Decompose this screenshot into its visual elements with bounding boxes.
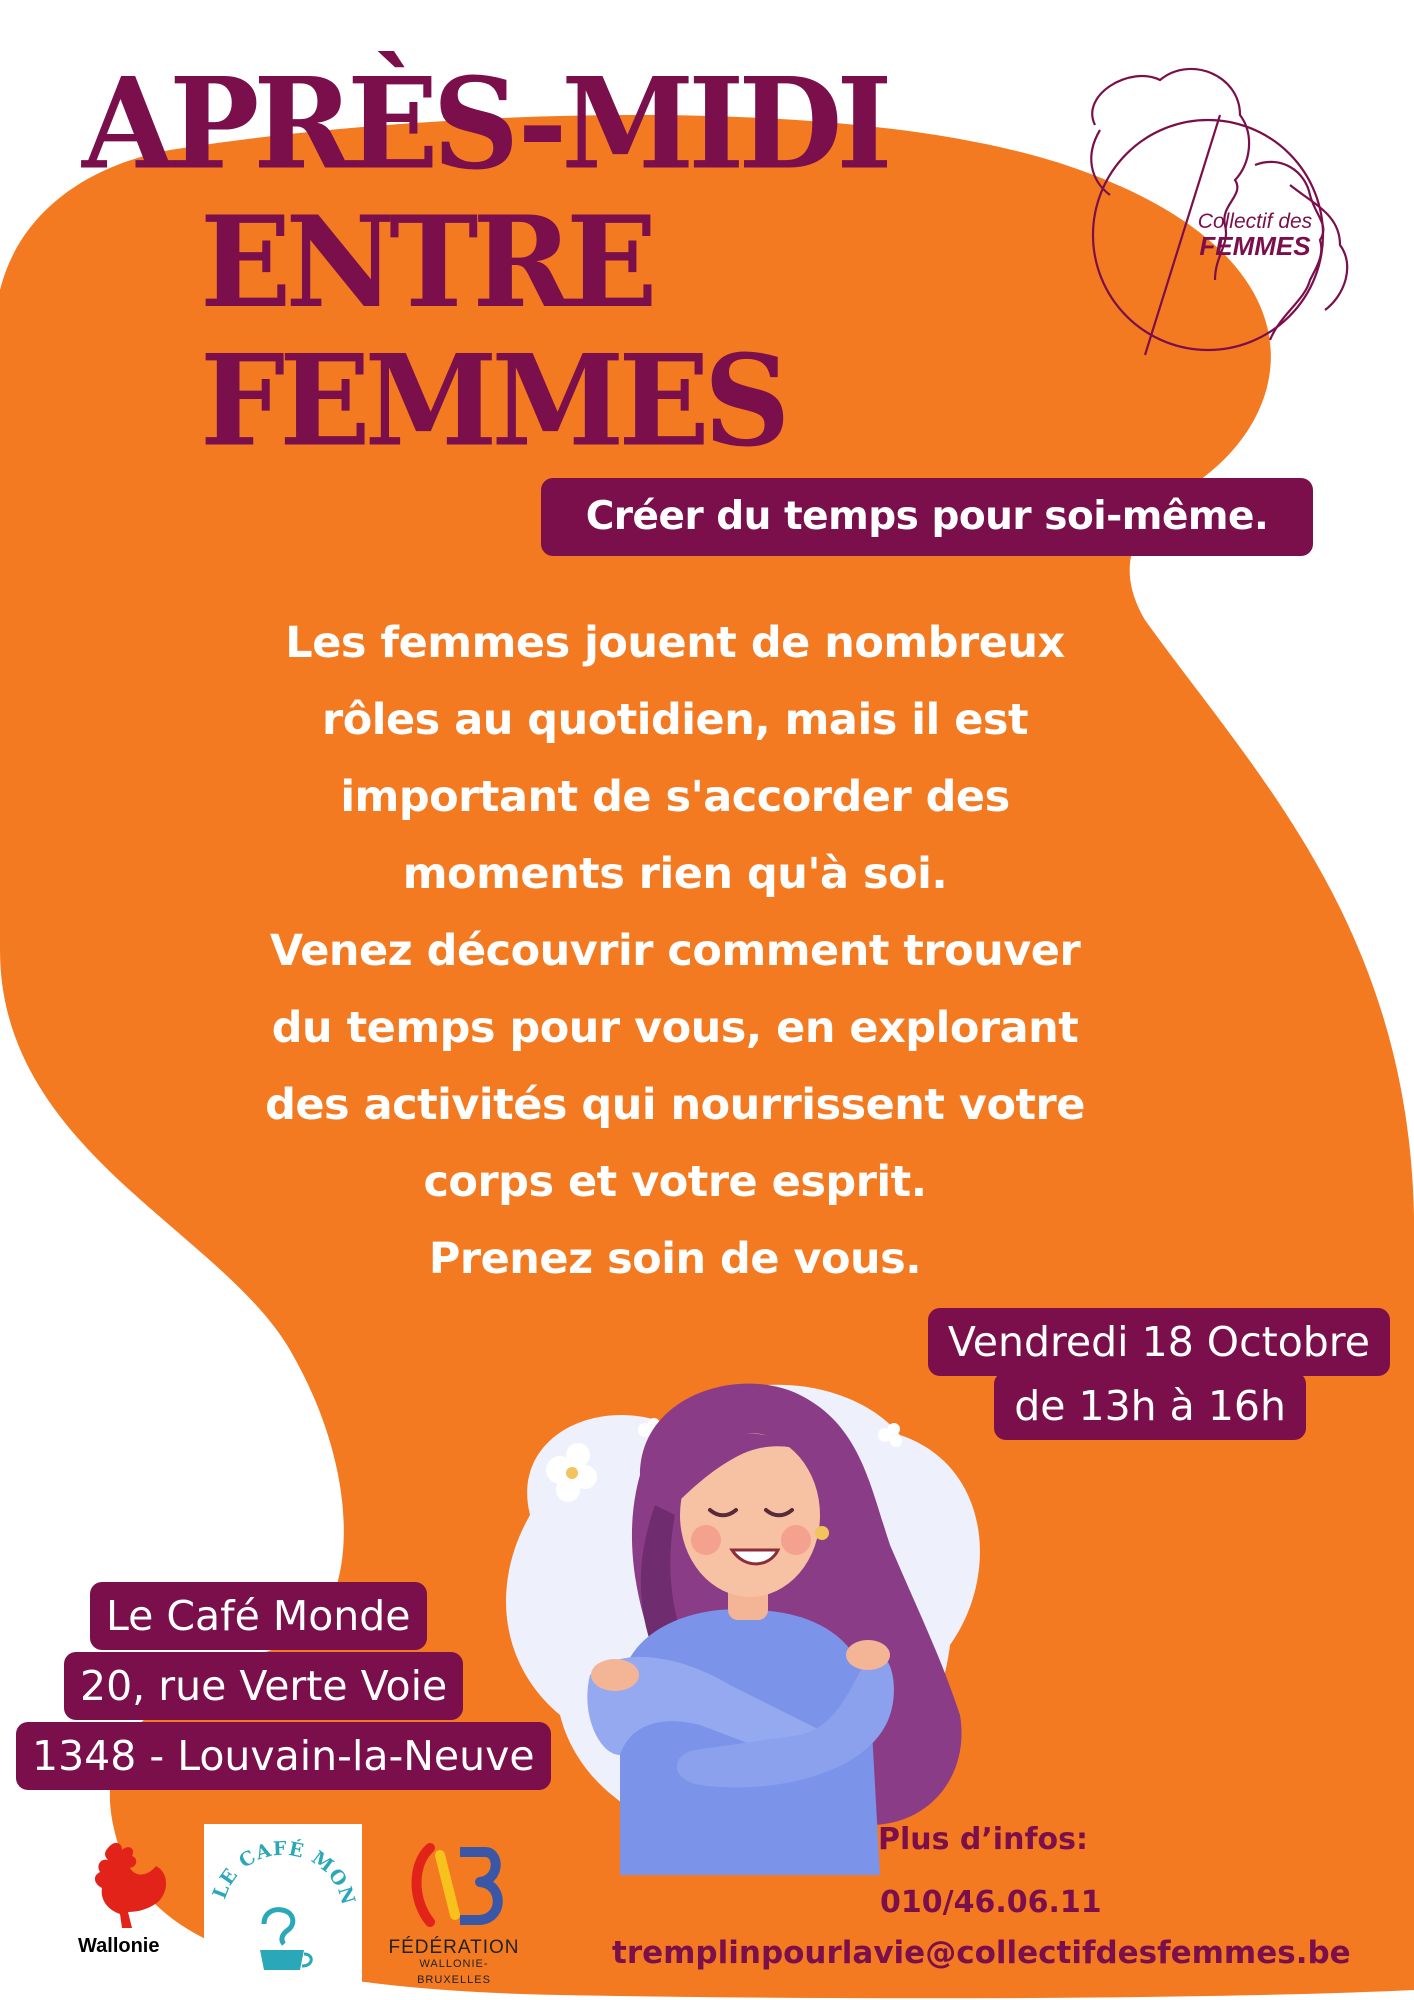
body-line: important de s'accorder des (340, 772, 1010, 822)
svg-text:LE CAFÉ MONDE (204, 1824, 359, 1908)
federation-line-2: WALLONIE-BRUXELLES (417, 1958, 491, 1986)
time-line: de 13h à 16h (994, 1372, 1306, 1440)
cafe-monde-arc-text: LE CAFÉ MON (208, 1837, 360, 1908)
federation-wallonie-bruxelles-icon (400, 1840, 510, 1932)
body-line: du temps pour vous, en explorant (271, 1003, 1079, 1053)
tagline: Créer du temps pour soi-même. (541, 478, 1313, 556)
wallonie-rooster-icon (78, 1838, 174, 1934)
collectif-logo-text (1175, 210, 1335, 261)
address-street: 20, rue Verte Voie (64, 1652, 463, 1720)
info-phone[interactable]: 010/46.06.11 (880, 1885, 1102, 1920)
info-title: Plus d’infos: (878, 1822, 1088, 1857)
body-line: Venez découvrir comment trouver (269, 926, 1081, 976)
cafe-monde-logo (204, 1824, 362, 1992)
federation-label (384, 1937, 524, 1988)
event-address (0, 1582, 560, 1790)
event-date (900, 1308, 1390, 1440)
body-line: rôles au quotidien, mais il est (321, 695, 1029, 745)
body-line: des activités qui nourrissent votre (265, 1080, 1085, 1130)
address-venue: Le Café Monde (90, 1582, 427, 1650)
title-line-2: ENTRE (200, 188, 652, 337)
poster-title (0, 49, 1000, 476)
body-line: corps et votre esprit. (423, 1157, 927, 1207)
title-line-1: APRÈS-MIDI (82, 49, 887, 198)
cafe-monde-cup-icon (204, 1824, 362, 1992)
federation-line-1: FÉDÉRATION (388, 1937, 520, 1958)
info-email[interactable]: tremplinpourlavie@collectifdesfemmes.be (612, 1935, 1351, 1971)
title-line-3: FEMMES (200, 327, 785, 476)
body-line: moments rien qu'à soi. (402, 849, 948, 899)
body-line: Les femmes jouent de nombreux (285, 618, 1065, 668)
description-text (200, 605, 1150, 1298)
date-line: Vendredi 18 Octobre (928, 1308, 1390, 1376)
logo-line-1: Collectif des (1197, 210, 1313, 233)
address-city: 1348 - Louvain-la-Neuve (16, 1722, 551, 1790)
body-line: Prenez soin de vous. (428, 1234, 922, 1284)
wallonie-label: Wallonie (78, 1935, 160, 1957)
logo-line-2: FEMMES (1199, 231, 1311, 261)
